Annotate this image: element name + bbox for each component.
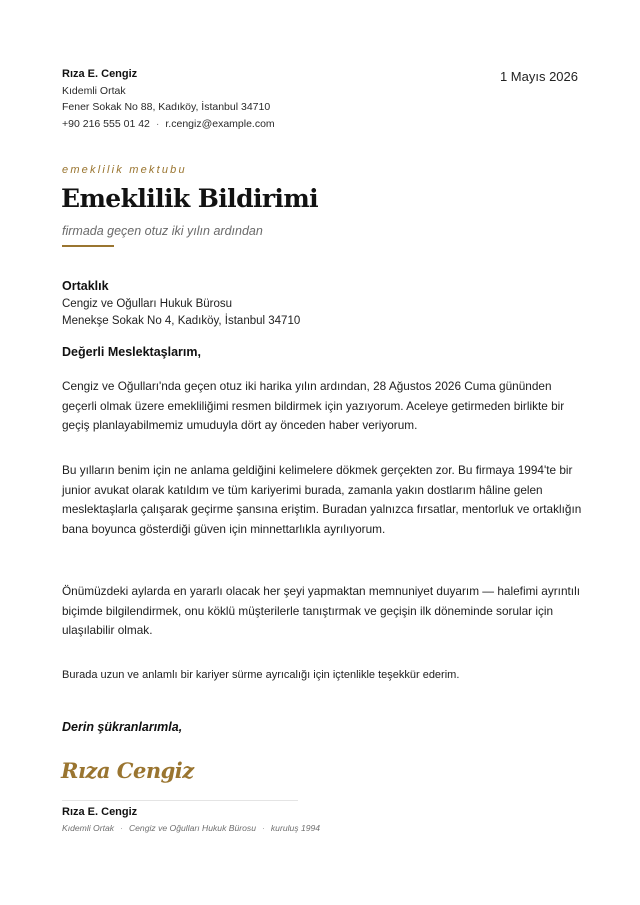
recipient-block xyxy=(62,278,300,331)
letter-title: Emeklilik Bildirimi xyxy=(61,184,319,213)
signature-meta xyxy=(62,823,320,833)
sender-title: Kıdemli Ortak xyxy=(62,84,126,97)
signature-separator: · xyxy=(262,823,265,833)
recipient-name: Ortaklık xyxy=(62,279,109,293)
letter-subtitle: firmada geçen otuz iki yılın ardından xyxy=(62,224,263,238)
body-paragraph-2: Bu yılların benim için ne anlama geldiğini kelimelere dökmek gerçekten zor. Bu firmaya 1994'te bir junior avukat olarak katıldım ve tüm kariyerimi burada, zamanla yakın dostlarım hâline gelen meslektaşlarla çalışarak geçirme şansına eriştim. Buradan yalnızca fırsatlar, mentorluk ve ortaklığın bana boyunca gösterdiği güven için minnettarlıkla ayrılıyorum. xyxy=(62,463,582,536)
contact-separator: · xyxy=(155,117,160,130)
signature-rule xyxy=(62,800,298,801)
letter-date: 1 Mayıs 2026 xyxy=(499,69,578,84)
sender-address: Fener Sokak No 88, Kadıköy, İstanbul 34710 xyxy=(62,101,271,113)
sender-block xyxy=(62,66,275,132)
sender-email: r.cengiz@example.com xyxy=(165,117,275,130)
body-paragraph-3: Önümüzdeki aylarda en yararlı olacak her şeyi yapmaktan memnuniyet duyarım — halefimi ayrıntılı biçimde bilgilendirmek, onu köklü müşterilerle tanıştırmak ve geçişin ilk döneminde sorular için ulaşılabilir olmak. xyxy=(62,584,580,637)
signature-separator: · xyxy=(120,823,123,833)
body-paragraph-1: Cengiz ve Oğulları'nda geçen otuz iki harika yılın ardından, 28 Ağustos 2026 Cuma gününden geçerli olmak üzere emekliliğimi resmen bildirmek için yazıyorum. Aceleye getirmeden birlikte bir geçiş planlayabilmemiz umuduyla dört ay önceden haber veriyorum. xyxy=(62,379,565,432)
sender-contact xyxy=(62,116,275,133)
signature-firm: Cengiz ve Oğulları Hukuk Bürosu xyxy=(128,823,256,833)
recipient-firm: Cengiz ve Oğulları Hukuk Bürosu xyxy=(62,297,233,310)
title-accent-rule xyxy=(62,245,114,247)
closing: Derin şükranlarımla, xyxy=(62,720,183,734)
salutation: Değerli Meslektaşlarım, xyxy=(62,345,201,359)
signature-script: Rıza Cengiz xyxy=(61,758,194,783)
recipient-address: Menekşe Sokak No 4, Kadıköy, İstanbul 34710 xyxy=(62,315,301,327)
signature-since: kuruluş 1994 xyxy=(270,823,321,833)
signature-role: Kıdemli Ortak xyxy=(62,823,115,833)
body-paragraph-4: Burada uzun ve anlamlı bir kariyer sürme ayrıcalığı için içtenlikle teşekkür ederim. xyxy=(62,669,460,681)
sender-phone: +90 216 555 01 42 xyxy=(62,117,150,130)
sender-name: Rıza E. Cengiz xyxy=(62,68,138,80)
signature-name: Rıza E. Cengiz xyxy=(62,806,138,818)
letter-kicker: emeklilik mektubu xyxy=(62,164,187,176)
